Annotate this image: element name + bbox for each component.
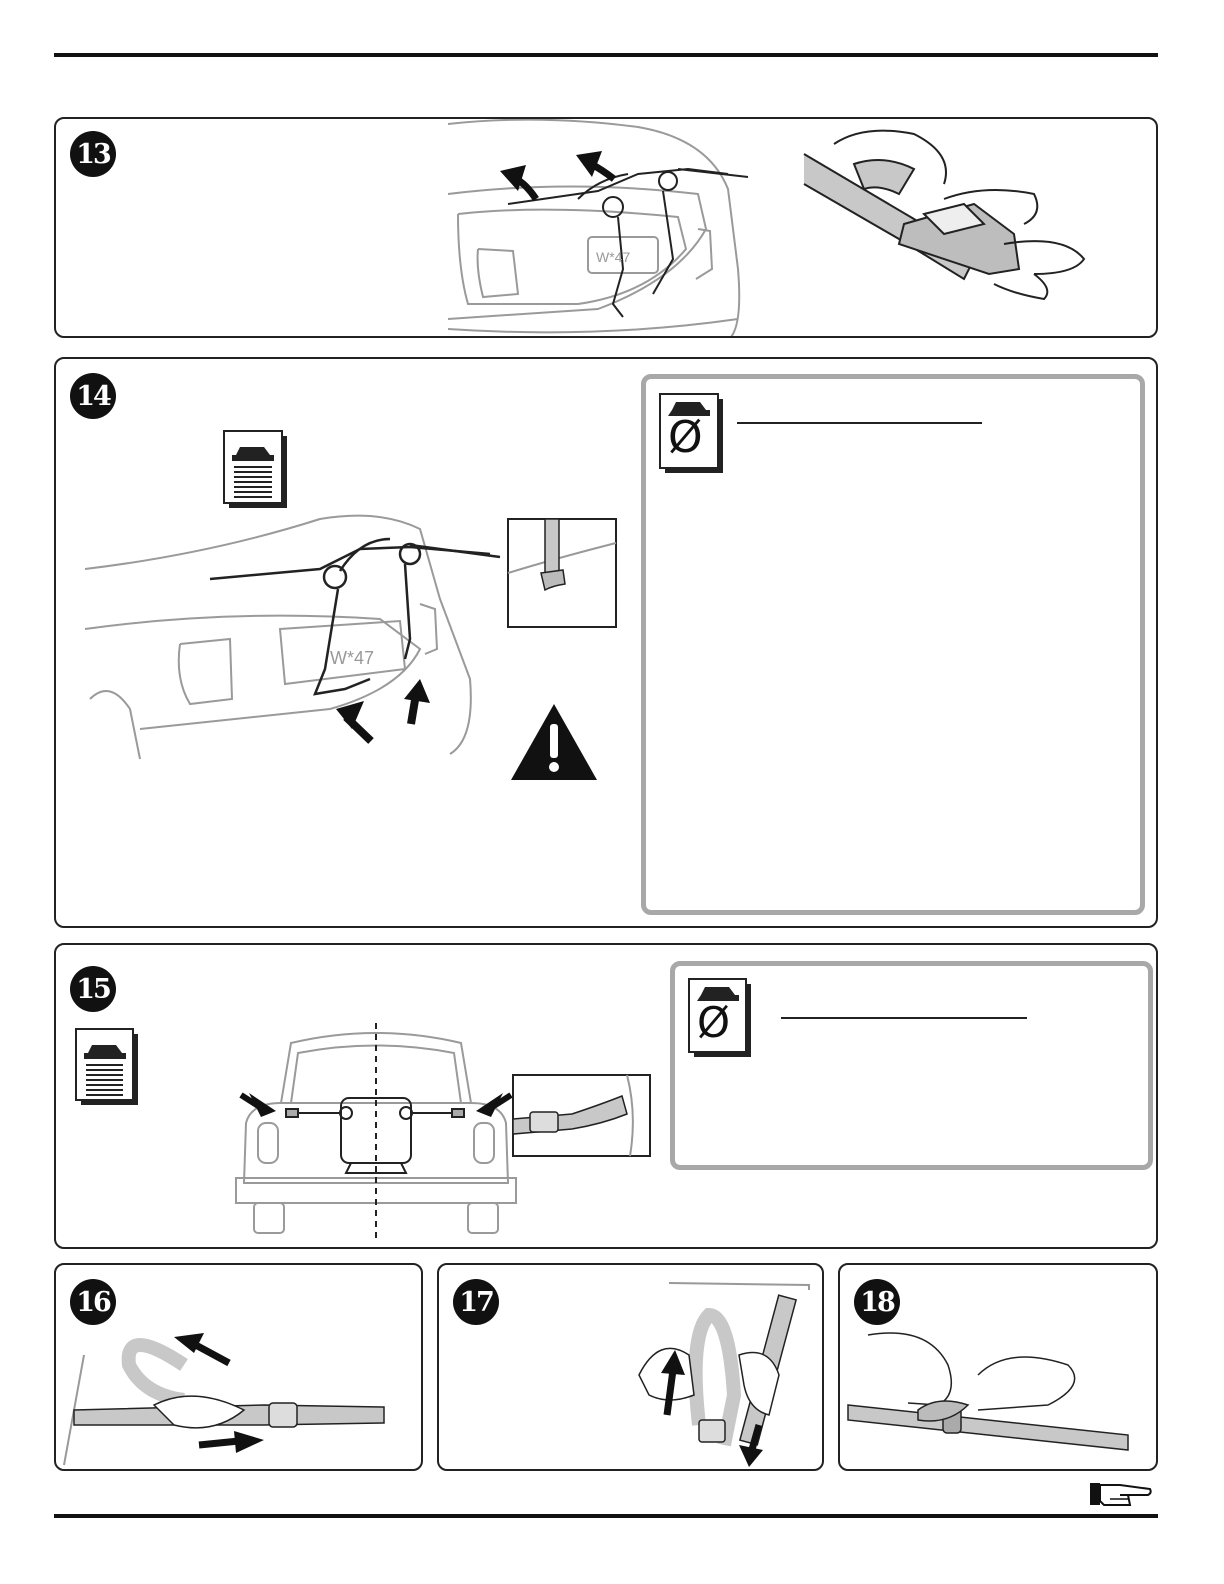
note-title-rule [781, 1017, 1027, 1019]
arrow-icon [496, 149, 696, 209]
step-18-panel [838, 1263, 1158, 1471]
note-title-rule [737, 422, 982, 424]
note-box [641, 374, 1145, 915]
no-symbol: Ø [668, 412, 703, 463]
note-box [670, 961, 1153, 1170]
car-rear-view-illustration [236, 1023, 516, 1238]
license-plate-text: W*47 [330, 648, 375, 668]
step-14-panel [54, 357, 1158, 928]
step-15-panel [54, 943, 1158, 1249]
step-13-panel [54, 117, 1158, 338]
buckle-tighten-illustration [804, 124, 1104, 334]
top-rule [54, 53, 1158, 57]
bottom-rule [54, 1514, 1158, 1518]
warning-icon [511, 704, 597, 780]
vehicle-manual-icon [224, 431, 288, 509]
step-13-number: 13 [70, 131, 116, 177]
step-15-number: 15 [70, 966, 116, 1012]
strap-tuck-illustration [629, 1275, 819, 1470]
no-symbol: Ø [697, 998, 731, 1047]
step-17-number: 17 [453, 1279, 499, 1325]
step-17-panel [437, 1263, 824, 1471]
arrow-icon [336, 679, 446, 749]
vehicle-manual-icon [76, 1029, 138, 1105]
hook-detail-illustration [507, 518, 617, 628]
license-plate-text: W*47 [596, 249, 631, 265]
step-14-number: 14 [70, 373, 116, 419]
pointing-hand-icon[interactable] [1090, 1479, 1152, 1509]
step-18-number: 18 [854, 1279, 900, 1325]
step-16-panel [54, 1263, 423, 1471]
strap-detail-illustration [512, 1074, 651, 1157]
strap-wrap-illustration [848, 1325, 1148, 1465]
step-16-number: 16 [70, 1279, 116, 1325]
strap-pull-illustration [64, 1325, 414, 1465]
